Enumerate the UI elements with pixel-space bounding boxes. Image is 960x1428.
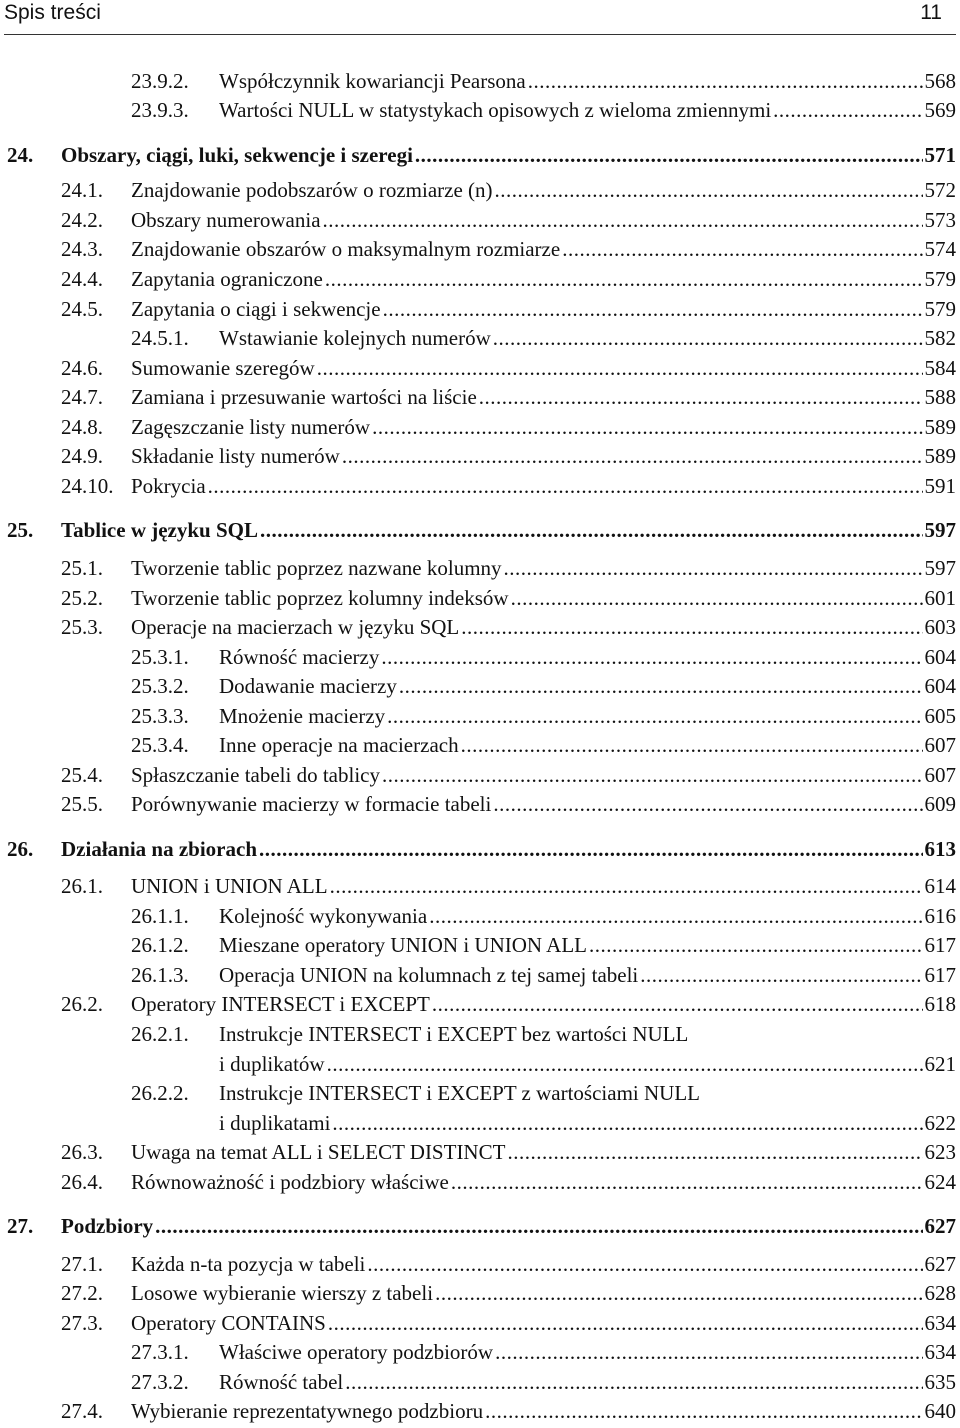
dot-leader — [342, 442, 923, 470]
toc-entry-page: 568 — [924, 69, 956, 93]
toc-entry — [131, 1020, 956, 1048]
dot-leader — [260, 516, 923, 544]
toc-entry-continuation — [219, 1109, 956, 1137]
toc-entry-title: Losowe wybieranie wierszy z tabeli — [131, 1281, 434, 1305]
toc-entry-title: Operatory CONTAINS — [131, 1311, 326, 1335]
dot-leader — [451, 1168, 923, 1196]
toc-entry — [131, 672, 956, 700]
toc-entry-title: Operacje na macierzach w języku SQL — [131, 615, 460, 639]
toc-entry-title: Zapytania o ciągi i sekwencje — [131, 297, 381, 321]
dot-leader — [773, 96, 922, 124]
toc-entry-title: Spłaszczanie tabeli do tablicy — [131, 763, 380, 787]
toc-entry-page: 627 — [924, 1252, 956, 1276]
dot-leader — [562, 235, 922, 263]
toc-entry-title: Porównywanie macierzy w formacie tabeli — [131, 792, 492, 816]
toc-entry — [61, 1168, 956, 1196]
toc-entry — [7, 835, 956, 863]
toc-entry-number: 27.2. — [61, 1281, 103, 1305]
toc-entry-page: 591 — [924, 474, 956, 498]
toc-entry-page: 623 — [924, 1140, 956, 1164]
toc-entry-title: Składanie listy numerów — [131, 444, 340, 468]
dot-leader — [640, 961, 922, 989]
toc-entry-page: 579 — [924, 297, 956, 321]
toc-entry-number: 27.1. — [61, 1252, 103, 1276]
toc-entry — [61, 990, 956, 1018]
toc-entry — [61, 790, 956, 818]
toc-entry-number: 24.5.1. — [131, 326, 189, 350]
toc-entry-page: 616 — [924, 904, 956, 928]
toc-entry-number: 25.3.1. — [131, 645, 189, 669]
toc-entry — [131, 961, 956, 989]
toc-entry-number: 26.4. — [61, 1170, 103, 1194]
toc-entry-number: 24.9. — [61, 444, 103, 468]
toc-entry-title: UNION i UNION ALL — [131, 874, 328, 898]
toc-entry — [61, 613, 956, 641]
toc-entry-title: Wybieranie reprezentatywnego podzbioru — [131, 1399, 484, 1423]
toc-entry — [131, 324, 956, 352]
toc-entry-number: 27. — [7, 1214, 34, 1238]
toc-entry-title: Obszary, ciągi, luki, sekwencje i szeregi — [61, 143, 413, 167]
toc-entry-number: 24.4. — [61, 267, 103, 291]
dot-leader — [208, 472, 923, 500]
toc-entry — [61, 1397, 956, 1425]
toc-entry — [131, 1338, 956, 1366]
dot-leader — [461, 613, 922, 641]
dot-leader — [328, 1309, 923, 1337]
toc-entry-page: 574 — [924, 237, 956, 261]
dot-leader — [493, 790, 922, 818]
toc-entry-title: Podzbiory — [61, 1214, 154, 1238]
toc-entry-number: 27.3.1. — [131, 1340, 189, 1364]
toc-entry-number: 24.1. — [61, 178, 103, 202]
toc-entry-number: 24.8. — [61, 415, 103, 439]
toc-entry-page: 604 — [924, 645, 956, 669]
dot-leader — [429, 902, 922, 930]
dot-leader — [327, 1050, 923, 1078]
toc-entry — [131, 96, 956, 124]
toc-entry-page: 589 — [924, 444, 956, 468]
toc-entry-title: Wartości NULL w statystykach opisowych z wieloma zmiennymi — [219, 98, 772, 122]
toc-entry-number: 25.3.3. — [131, 704, 189, 728]
dot-leader — [155, 1212, 922, 1240]
toc-entry-title-continuation: i duplikatów — [219, 1052, 325, 1076]
toc-entry-title: Działania na zbiorach — [61, 837, 258, 861]
toc-entry — [61, 1279, 956, 1307]
toc-entry-number: 25.3.2. — [131, 674, 189, 698]
toc-entry-page: 588 — [924, 385, 956, 409]
toc-entry-page: 634 — [924, 1340, 956, 1364]
toc-entry-page: 622 — [924, 1111, 956, 1135]
toc-entry-number: 24. — [7, 143, 34, 167]
toc-entry-title: Znajdowanie podobszarów o rozmiarze (n) — [131, 178, 493, 202]
toc-entry-number: 25.1. — [61, 556, 103, 580]
toc-entry-title: Instrukcje INTERSECT i EXCEPT z wartościami NULL — [219, 1081, 700, 1105]
toc-entry-number: 26.2.1. — [131, 1022, 189, 1046]
toc-entry-title: Właściwe operatory podzbiorów — [219, 1340, 494, 1364]
toc-entry-title: Zagęszczanie listy numerów — [131, 415, 371, 439]
dot-leader — [387, 702, 922, 730]
toc-entry-title: Mnożenie macierzy — [219, 704, 386, 728]
toc-entry-number: 26.1.2. — [131, 933, 189, 957]
toc-entry — [61, 1250, 956, 1278]
toc-entry-number: 26.1. — [61, 874, 103, 898]
dot-leader — [372, 413, 922, 441]
toc-entry-continuation — [219, 1050, 956, 1078]
toc-entry-number: 24.7. — [61, 385, 103, 409]
toc-entry-number: 27.3.2. — [131, 1370, 189, 1394]
toc-entry-number: 25.5. — [61, 792, 103, 816]
dot-leader — [381, 643, 922, 671]
toc-entry-number: 24.5. — [61, 297, 103, 321]
toc-entry-page: 628 — [924, 1281, 956, 1305]
toc-entry — [131, 643, 956, 671]
dot-leader — [511, 584, 923, 612]
toc-entry-title: Kolejność wykonywania — [219, 904, 428, 928]
toc-entry-number: 26.3. — [61, 1140, 103, 1164]
toc-entry-page: 617 — [924, 963, 956, 987]
toc-entry-page: 614 — [924, 874, 956, 898]
toc-entry-title: Operacja UNION na kolumnach z tej samej tabeli — [219, 963, 639, 987]
toc-entry — [131, 731, 956, 759]
toc-entry-page: 572 — [924, 178, 956, 202]
toc-entry-title: Znajdowanie obszarów o maksymalnym rozmiarze — [131, 237, 561, 261]
toc-entry-title: Współczynnik kowariancji Pearsona — [219, 69, 526, 93]
toc-entry-title: Inne operacje na macierzach — [219, 733, 459, 757]
dot-leader — [317, 354, 923, 382]
header-page-number: 11 — [920, 1, 942, 24]
toc-entry-page: 627 — [924, 1214, 956, 1238]
toc-entry — [7, 516, 956, 544]
toc-entry-title: Równoważność i podzbiory właściwe — [131, 1170, 449, 1194]
toc-entry — [61, 413, 956, 441]
toc-entry-title: Sumowanie szeregów — [131, 356, 315, 380]
toc-entry-number: 27.3. — [61, 1311, 103, 1335]
toc-entry-page: 607 — [924, 733, 956, 757]
toc-entry-number: 25.3. — [61, 615, 103, 639]
toc-entry-number: 25.2. — [61, 586, 103, 610]
toc-entry-page: 635 — [924, 1370, 956, 1394]
toc-entry — [7, 1212, 956, 1240]
toc-entry — [131, 702, 956, 730]
toc-entry — [131, 67, 956, 95]
header-title: Spis treści — [4, 1, 101, 24]
dot-leader — [345, 1368, 922, 1396]
dot-leader — [382, 761, 923, 789]
toc-entry-page: 584 — [924, 356, 956, 380]
toc-entry-title: Obszary numerowania — [131, 208, 321, 232]
toc-entry — [61, 1138, 956, 1166]
toc-entry-title-continuation: i duplikatami — [219, 1111, 331, 1135]
toc-entry-page: 571 — [924, 143, 956, 167]
toc-entry — [61, 442, 956, 470]
dot-leader — [367, 1250, 922, 1278]
toc-entry-number: 25.4. — [61, 763, 103, 787]
toc-entry-number: 24.6. — [61, 356, 103, 380]
toc-entry — [61, 554, 956, 582]
toc-entry-title: Równość macierzy — [219, 645, 380, 669]
toc-entry-title: Pokrycia — [131, 474, 206, 498]
toc-entry — [61, 872, 956, 900]
toc-entry-page: 607 — [924, 763, 956, 787]
toc-entry-page: 640 — [924, 1399, 956, 1423]
toc-entry-number: 23.9.2. — [131, 69, 189, 93]
toc-entry-page: 589 — [924, 415, 956, 439]
toc-entry-page: 618 — [924, 992, 956, 1016]
toc-entry-title: Tworzenie tablic poprzez kolumny indeksów — [131, 586, 509, 610]
page-header — [4, 0, 956, 35]
toc-entry — [61, 235, 956, 263]
toc-entry-title: Mieszane operatory UNION i UNION ALL — [219, 933, 587, 957]
dot-leader — [415, 141, 923, 169]
toc-entry-title: Tablice w języku SQL — [61, 518, 258, 542]
dot-leader — [323, 206, 923, 234]
dot-leader — [495, 176, 923, 204]
toc-entry — [61, 1309, 956, 1337]
toc-entry-title: Uwaga na temat ALL i SELECT DISTINCT — [131, 1140, 506, 1164]
toc-entry-page: 569 — [924, 98, 956, 122]
toc-entry-title: Operatory INTERSECT i EXCEPT — [131, 992, 430, 1016]
toc-entry — [61, 584, 956, 612]
toc-entry-page: 573 — [924, 208, 956, 232]
toc-entry — [61, 295, 956, 323]
dot-leader — [493, 324, 923, 352]
toc-entry-page: 579 — [924, 267, 956, 291]
dot-leader — [485, 1397, 922, 1425]
toc-entry-number: 24.3. — [61, 237, 103, 261]
toc-entry-page: 603 — [924, 615, 956, 639]
dot-leader — [528, 67, 923, 95]
toc-entry — [61, 206, 956, 234]
toc-entry — [61, 383, 956, 411]
toc-entry-number: 26.2.2. — [131, 1081, 189, 1105]
dot-leader — [495, 1338, 922, 1366]
toc-entry — [61, 354, 956, 382]
dot-leader — [507, 1138, 922, 1166]
toc-entry — [131, 902, 956, 930]
toc-entry-title: Instrukcje INTERSECT i EXCEPT bez wartości NULL — [219, 1022, 689, 1046]
dot-leader — [332, 1109, 922, 1137]
toc-entry-page: 597 — [924, 556, 956, 580]
toc-entry-page: 613 — [924, 837, 956, 861]
toc-entry-number: 26.2. — [61, 992, 103, 1016]
toc-entry-number: 26. — [7, 837, 34, 861]
toc-entry — [61, 472, 956, 500]
toc-entry-number: 25. — [7, 518, 34, 542]
toc-entry-title: Równość tabel — [219, 1370, 344, 1394]
toc-entry-page: 634 — [924, 1311, 956, 1335]
toc-entry-number: 26.1.3. — [131, 963, 189, 987]
toc-entry-number: 23.9.3. — [131, 98, 189, 122]
dot-leader — [259, 835, 922, 863]
toc-entry-title: Każda n-ta pozycja w tabeli — [131, 1252, 366, 1276]
toc-entry — [61, 176, 956, 204]
toc-entry-title: Dodawanie macierzy — [219, 674, 397, 698]
toc-entry — [131, 931, 956, 959]
toc-entry-page: 601 — [924, 586, 956, 610]
toc-entry-page: 617 — [924, 933, 956, 957]
toc-entry-page: 604 — [924, 674, 956, 698]
dot-leader — [479, 383, 923, 411]
toc-entry-page: 582 — [924, 326, 956, 350]
dot-leader — [399, 672, 923, 700]
toc-entry-number: 27.4. — [61, 1399, 103, 1423]
toc-entry — [61, 761, 956, 789]
toc-entry-page: 597 — [924, 518, 956, 542]
dot-leader — [504, 554, 923, 582]
toc-entry — [61, 265, 956, 293]
toc-entry — [131, 1368, 956, 1396]
toc-entry-number: 25.3.4. — [131, 733, 189, 757]
toc-entry-number: 24.2. — [61, 208, 103, 232]
dot-leader — [589, 931, 923, 959]
toc-entry-page: 621 — [924, 1052, 956, 1076]
toc-entry-page: 605 — [924, 704, 956, 728]
dot-leader — [383, 295, 923, 323]
dot-leader — [325, 265, 923, 293]
toc-entry-title: Zapytania ograniczone — [131, 267, 323, 291]
toc-entry-title: Tworzenie tablic poprzez nazwane kolumny — [131, 556, 502, 580]
toc-entry-title: Wstawianie kolejnych numerów — [219, 326, 491, 350]
dot-leader — [330, 872, 923, 900]
toc-entry-number: 26.1.1. — [131, 904, 189, 928]
toc-entry-page: 624 — [924, 1170, 956, 1194]
toc-entry-number: 24.10. — [61, 474, 114, 498]
toc-entry-page: 609 — [924, 792, 956, 816]
toc-entry — [7, 141, 956, 169]
dot-leader — [435, 1279, 922, 1307]
dot-leader — [461, 731, 923, 759]
toc-entry — [131, 1079, 956, 1107]
toc-entry-title: Zamiana i przesuwanie wartości na liście — [131, 385, 477, 409]
dot-leader — [432, 990, 923, 1018]
